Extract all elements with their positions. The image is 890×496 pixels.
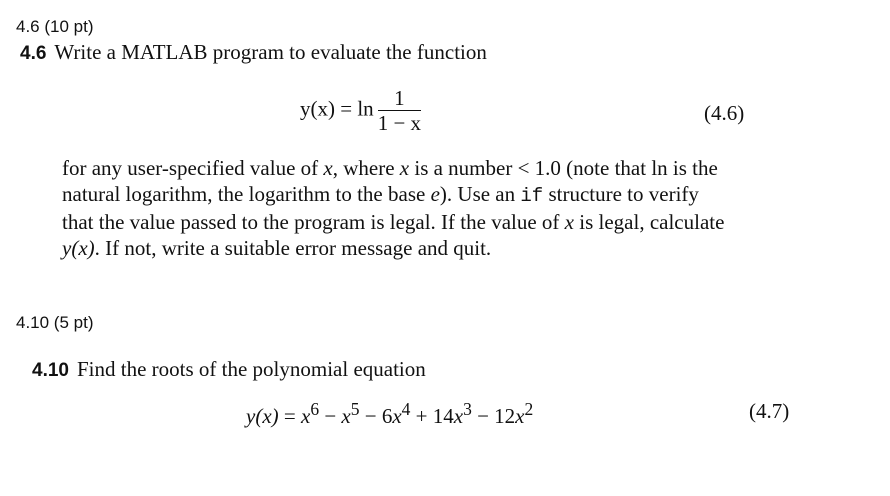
- problem-4-6-heading-text: Write a MATLAB program to evaluate the function: [54, 40, 487, 64]
- body-text: ). Use an: [439, 182, 521, 206]
- var-x: x: [323, 156, 333, 180]
- eq-term: x: [515, 404, 525, 428]
- body-line-4: [62, 235, 762, 261]
- var-yx: y(x): [62, 236, 95, 260]
- equation-4-6-numerator: 1: [378, 86, 421, 111]
- eq-exponent: 4: [401, 399, 411, 419]
- equation-4-6-ln: ln: [357, 96, 374, 121]
- problem-4-6-heading: [20, 40, 487, 65]
- problem-4-10-heading: [32, 357, 426, 382]
- problem-4-6-number: 4.6: [20, 43, 47, 64]
- eq-term: x: [341, 404, 351, 428]
- problem-4-6-points-label: 4.6 (10 pt): [16, 17, 94, 36]
- problem-4-10-number: 4.10: [32, 360, 69, 381]
- problem-4-10-heading-text: Find the roots of the polynomial equation: [76, 357, 426, 381]
- equation-4-6-lhs: y(x) =: [300, 96, 353, 121]
- eq-term: x: [453, 404, 464, 428]
- eq-exponent: 3: [463, 399, 472, 419]
- equation-4-6-denominator: 1 − x: [377, 111, 422, 135]
- body-text: . If not, write a suitable error message and quit.: [94, 236, 492, 260]
- eq-term: − 12: [471, 404, 516, 428]
- body-text: natural logarithm, the logarithm to the base: [62, 182, 431, 206]
- body-text: is a number < 1.0 (note that ln is the: [409, 156, 718, 180]
- eq-term: −: [319, 404, 342, 428]
- body-line-3: [62, 209, 762, 235]
- var-e: e: [430, 182, 440, 206]
- body-text: structure to verify: [543, 182, 699, 206]
- equation-4-6-fraction: [378, 86, 421, 135]
- var-x: x: [399, 156, 410, 180]
- problem-4-6-body: [62, 155, 762, 261]
- var-x: x: [564, 210, 574, 234]
- eq-term: x: [392, 404, 402, 428]
- problem-4-10-points-label: 4.10 (5 pt): [16, 313, 94, 332]
- eq-term: − 6: [359, 404, 393, 428]
- eq-term: =: [278, 404, 301, 428]
- body-text: that the value passed to the program is legal. If the value of: [62, 210, 565, 234]
- code-if: if: [520, 185, 544, 207]
- equation-4-6: [300, 86, 421, 135]
- eq-exponent: 6: [310, 399, 320, 419]
- body-line-2: [62, 181, 762, 209]
- body-line-1: [62, 155, 762, 181]
- eq-exponent: 5: [350, 399, 360, 419]
- eq-term: x: [300, 404, 311, 428]
- equation-4-7-tag: (4.7): [749, 399, 790, 423]
- body-text: is legal, calculate: [574, 210, 725, 234]
- equation-4-7: [246, 399, 533, 429]
- eq-term: y(x): [246, 404, 279, 428]
- body-text: for any user-specified value of: [62, 156, 324, 180]
- body-text: , where: [332, 156, 400, 180]
- eq-exponent: 2: [524, 399, 534, 419]
- equation-4-6-tag: (4.6): [704, 101, 745, 125]
- eq-term: + 14: [410, 404, 454, 428]
